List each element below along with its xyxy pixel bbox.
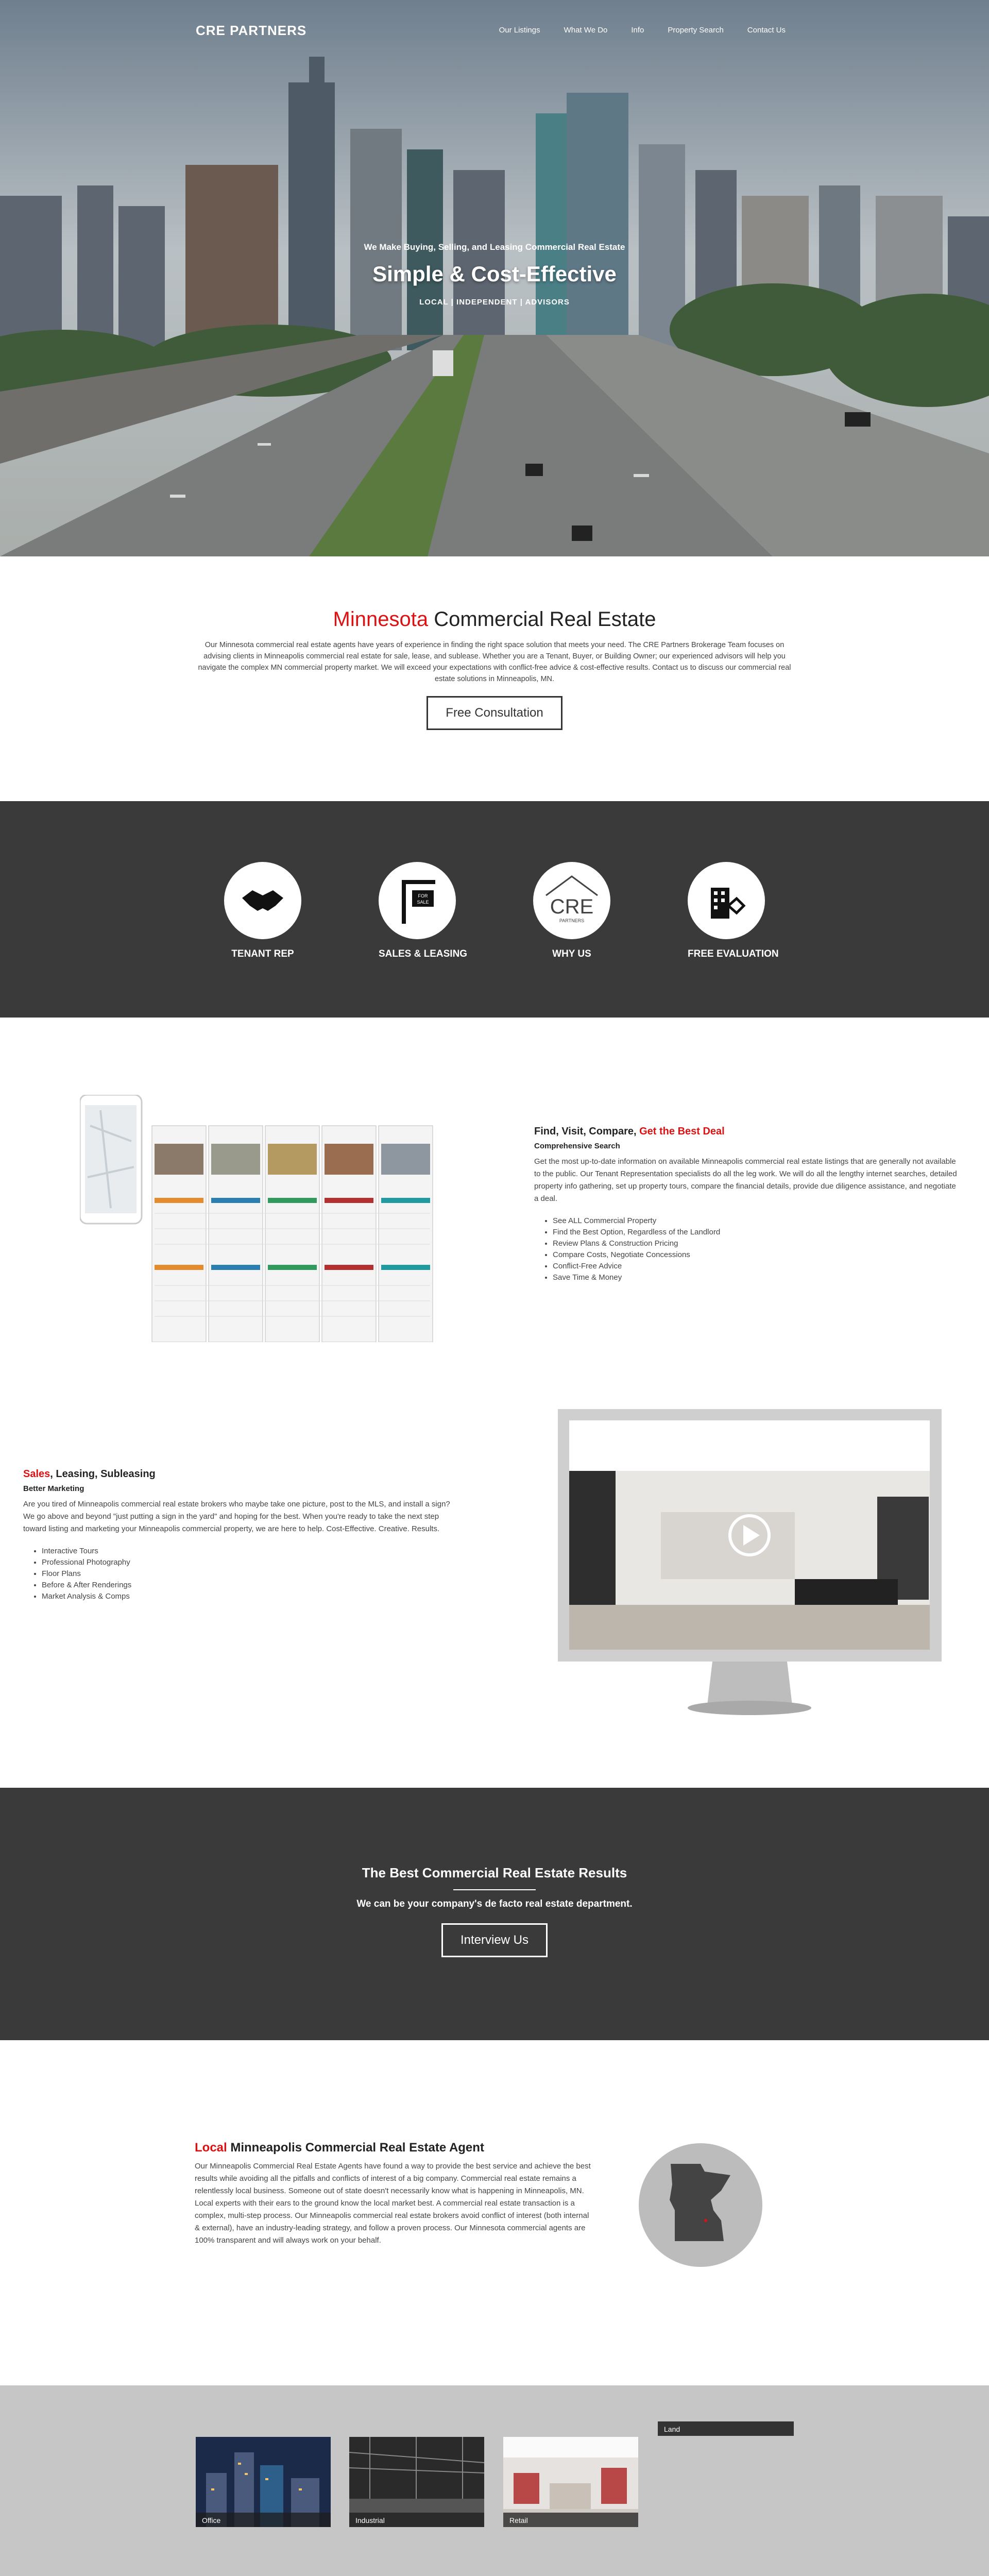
main-nav (0, 0, 989, 62)
nav-contact-us[interactable]: Contact Us (747, 26, 786, 35)
nav-info[interactable]: Info (631, 26, 644, 35)
list-item: • See ALL Commercial Property (553, 1215, 962, 1227)
find-subtitle: Comprehensive Search (534, 1142, 620, 1150)
intro-section (0, 556, 989, 801)
list-item: • Interactive Tours (42, 1546, 456, 1557)
property-type-office[interactable] (196, 2437, 331, 2527)
intro-body: Our Minnesota commercial real estate agents have years of experience in finding the right space solution that meets your need. The CRE Partners Brokerage Team focuses on advising clients in Minneapolis commercial real estate for sale, lease, and sublease. Whether you are a Tenant, Buyer, or Building Owner; our experienced advisors will help you navigate the complex MN commercial property market. We will exceed your expectations with conflict-free advice & cost-effective results. Contact us to discuss our commercial real estate solutions in Minneapolis, MN. (198, 641, 791, 683)
find-text (534, 1126, 962, 1283)
svg-text:CRE: CRE (550, 895, 594, 918)
nav-links (499, 26, 786, 35)
results-band (0, 1788, 989, 2040)
sales-subtitle: Better Marketing (23, 1484, 84, 1493)
sales-title (23, 1468, 456, 1480)
list-item: • Floor Plans (42, 1568, 456, 1580)
local-title-highlight: Local (195, 2141, 227, 2155)
find-title-highlight: Get the Best Deal (639, 1126, 725, 1137)
property-type-label: Office (196, 2513, 331, 2527)
sales-bullets (23, 1546, 456, 1602)
local-title-rest: Minneapolis Commercial Real Estate Agent (227, 2141, 484, 2155)
results-subtitle: We can be your company's de facto real estate department. (356, 1899, 633, 1909)
find-title (534, 1126, 962, 1138)
intro-title (0, 608, 989, 631)
hero-title: Simple & Cost-Effective (372, 262, 617, 286)
svg-text:PARTNERS: PARTNERS (559, 918, 585, 923)
nav-property-search[interactable]: Property Search (668, 26, 724, 35)
property-type-label: Retail (503, 2513, 638, 2527)
building-tag-icon (688, 862, 765, 939)
nav-our-listings[interactable]: Our Listings (499, 26, 540, 35)
property-types-section (0, 2385, 989, 2576)
list-item: • Conflict-Free Advice (553, 1261, 962, 1272)
list-item: • Review Plans & Construction Pricing (553, 1238, 962, 1249)
list-item: • Professional Photography (42, 1557, 456, 1568)
intro-title-rest: Commercial Real Estate (428, 608, 656, 631)
sales-title-highlight: Sales (23, 1468, 50, 1480)
brand-logo[interactable]: CRE PARTNERS (196, 23, 307, 38)
list-item: • Before & After Renderings (42, 1580, 456, 1591)
service-label: WHY US (552, 948, 591, 959)
cre-partners-logo-icon (533, 862, 610, 939)
virtual-tour-video[interactable] (558, 1409, 942, 1718)
list-item: • Save Time & Money (553, 1272, 962, 1283)
service-free-evaluation[interactable] (688, 862, 779, 1018)
property-type-label: Industrial (349, 2513, 484, 2527)
list-item: • Find the Best Option, Regardless of the Landlord (553, 1227, 962, 1238)
service-sales-leasing[interactable] (379, 862, 468, 1018)
hero-tagline: LOCAL | INDEPENDENT | ADVISORS (419, 298, 570, 307)
svg-text:SALE: SALE (417, 900, 429, 905)
find-section (0, 1018, 989, 1388)
svg-text:FOR: FOR (418, 893, 428, 899)
for-sale-sign-icon (379, 862, 456, 939)
property-type-land[interactable]: Land (658, 2421, 794, 2436)
list-item: • Market Analysis & Comps (42, 1591, 456, 1602)
service-tenant-rep[interactable] (224, 862, 301, 1018)
results-title: The Best Commercial Real Estate Results (362, 1865, 627, 1880)
find-title-pre: Find, Visit, Compare, (534, 1126, 640, 1137)
local-section (0, 2040, 989, 2385)
intro-title-highlight: Minnesota (333, 608, 429, 631)
hero-subtitle: We Make Buying, Selling, and Leasing Commercial Real Estate (364, 242, 625, 252)
free-consultation-button[interactable]: Free Consultation (427, 696, 562, 730)
sales-section (0, 1388, 989, 1788)
sales-title-rest: , Leasing, Subleasing (50, 1468, 156, 1480)
services-band (0, 801, 989, 1018)
divider (453, 1889, 536, 1890)
service-why-us[interactable] (533, 862, 610, 1018)
service-label: TENANT REP (231, 948, 294, 959)
nav-what-we-do[interactable]: What We Do (564, 26, 608, 35)
local-text (195, 2141, 591, 2247)
service-label: FREE EVALUATION (688, 948, 779, 959)
sales-text (23, 1468, 456, 1602)
interview-us-button[interactable]: Interview Us (441, 1923, 548, 1957)
local-body: Our Minneapolis Commercial Real Estate Agents have found a way to provide the best service and achieve the best results while avoiding all the pitfalls and conflicts of interest of a big company. Commercial real estate remains a relentlessly local business. Someone out of state doesn't necessarily know what is happening in Minneapolis, MN. Local experts with their ears to the ground know the local market best. A commercial real estate transaction is a complex, multi-step process. Our Minneapolis commercial real estate brokers avoid conflict of interest (both internal & external), have an industry-leading strategy, and follow a proven process. Our Minnesota commercial agents are 100% transparent and will always work on your behalf. (195, 2162, 591, 2245)
property-type-industrial[interactable] (349, 2437, 484, 2527)
find-body: Get the most up-to-date information on available Minneapolis commercial real estate listings that are generally not available to the public. Our Tenant Representation specialists do all the leg work. We will do all the lengthy internet searches, detailed property info gathering, set up property tours, compare the financial details, provide due diligence assistance, and negotiate a deal. (534, 1157, 957, 1203)
property-comparison-image (80, 1095, 435, 1342)
sales-body: Are you tired of Minneapolis commercial real estate brokers who maybe take one picture, post to the MLS, and install a sign? We go above and beyond "just putting a sign in the yard" and hoping for the best. When you're ready to take the next step toward listing and marketing your Minneapolis commercial property, we are here to help. Cost-Effective. Creative. Results. (23, 1500, 450, 1533)
find-bullets (534, 1215, 962, 1283)
handshake-icon (224, 862, 301, 939)
list-item: • Compare Costs, Negotiate Concessions (553, 1249, 962, 1261)
hero-text (0, 242, 989, 307)
service-label: SALES & LEASING (379, 948, 468, 959)
local-title (195, 2141, 591, 2155)
property-type-retail[interactable] (503, 2437, 638, 2527)
minnesota-map-icon (639, 2143, 762, 2267)
hero-section (0, 0, 989, 556)
